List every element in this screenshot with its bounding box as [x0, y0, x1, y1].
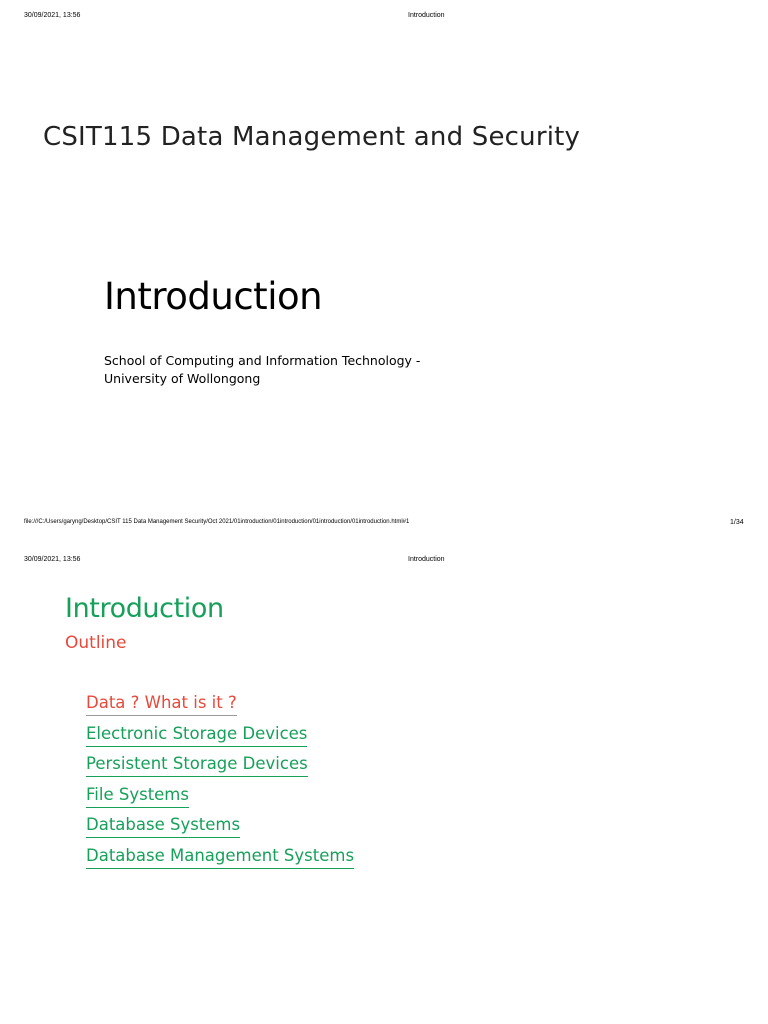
subtitle-line-2: University of Wollongong	[104, 371, 261, 386]
print-header-datetime: 30/09/2021, 13:56	[24, 12, 81, 19]
outline-link-data[interactable]: Data ? What is it ?	[86, 692, 237, 716]
print-header-datetime-2: 30/09/2021, 13:56	[24, 556, 81, 563]
subtitle-line-1: School of Computing and Information Technology -	[104, 353, 421, 368]
print-footer-path: file:///C:/Users/garyng/Desktop/CSIT 115 Data Management Security/Oct 2021/01introduction/01introduction/01introduction/01introduction.html#1	[24, 519, 410, 525]
outline-link-electronic-storage[interactable]: Electronic Storage Devices	[86, 723, 307, 747]
print-header-title-2: Introduction	[408, 556, 445, 563]
outline-slide-subtitle: Outline	[65, 633, 127, 653]
outline-item	[86, 814, 354, 845]
slide-subtitle	[104, 352, 444, 388]
course-title: CSIT115 Data Management and Security	[43, 122, 581, 152]
outline-item	[86, 723, 354, 754]
outline-item	[86, 753, 354, 784]
outline-link-persistent-storage[interactable]: Persistent Storage Devices	[86, 753, 308, 777]
outline-item	[86, 845, 354, 876]
outline-link-database-systems[interactable]: Database Systems	[86, 814, 240, 838]
outline-slide-title: Introduction	[65, 593, 224, 624]
outline-link-dbms[interactable]: Database Management Systems	[86, 845, 354, 869]
slide-title: Introduction	[104, 275, 323, 318]
print-footer-page-number: 1/34	[730, 519, 744, 526]
outline-item	[86, 692, 354, 723]
outline-item	[86, 784, 354, 815]
print-header-title: Introduction	[408, 12, 445, 19]
outline-link-file-systems[interactable]: File Systems	[86, 784, 189, 808]
outline-list	[86, 692, 354, 876]
